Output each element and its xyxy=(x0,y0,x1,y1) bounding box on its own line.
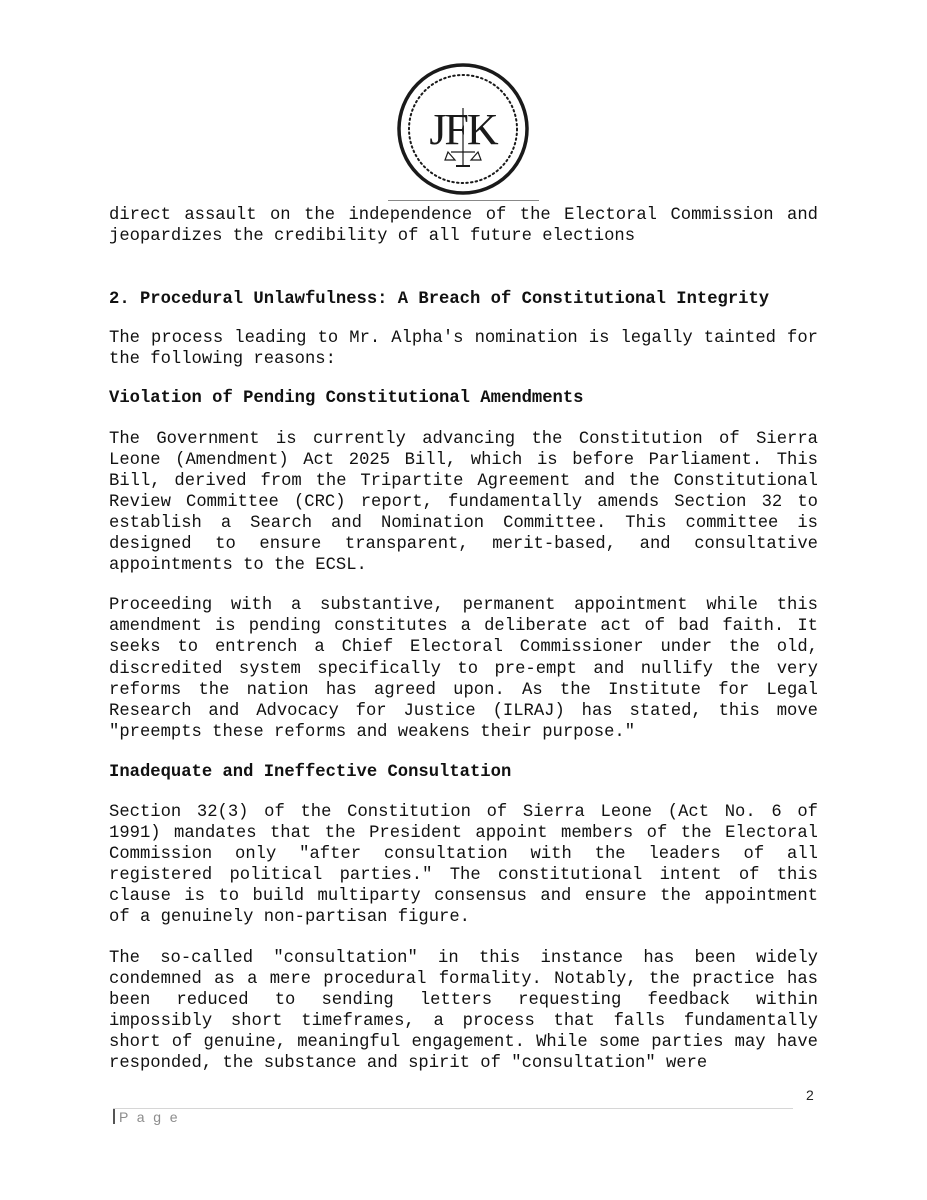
amendments-paragraph-1: The Government is currently advancing the Constitution of Sierra Leone (Amendment) Act 2025 Bill, which is before Parliament. This Bill, derived from the Tripartite Agreement and the Constitutional Review Committee (CRC) report, fundamentally amends Section 32 to establish a Search and Nomination Committee. This committee is designed to ensure transparent, merit-based, and consultative appointments to the ECSL. xyxy=(109,429,818,576)
intro-paragraph: direct assault on the independence of the Electoral Commission and jeopardizes the credibility of all future elections xyxy=(109,206,818,247)
svg-text:JFK: JFK xyxy=(429,105,497,154)
footer-bar-icon xyxy=(113,1109,115,1124)
amendments-paragraph-2: Proceeding with a substantive, permanent appointment while this amendment is pending constitutes a deliberate act of bad faith. It seeks to entrench a Chief Electoral Commissioner under the old, discredited system specifically to pre-empt and nullify the very reforms the nation has agreed upon. As the Institute for Legal Research and Advocacy for Justice (ILRAJ) has stated, this move "preempts these reforms and weakens their purpose." xyxy=(109,596,818,742)
page-number: 2 xyxy=(806,1087,814,1103)
footer-divider xyxy=(113,1108,793,1109)
page-footer-label xyxy=(113,1109,180,1125)
subsection-heading-amendments: Violation of Pending Constitutional Amendments xyxy=(109,389,584,409)
consultation-paragraph-2: The so-called "consultation" in this instance has been widely condemned as a mere procedural formality. Notably, the practice has been reduced to sending letters requesting feedback within impossibly short timeframes, a process that falls fundamentally short of genuine, meaningful engagement. While some parties may have responded, the substance and spirit of "consultation" were xyxy=(109,948,818,1073)
page-label: P a g e xyxy=(119,1109,180,1125)
section-intro-paragraph: The process leading to Mr. Alpha's nomination is legally tainted for the following reasons: xyxy=(109,329,818,370)
subsection-heading-consultation: Inadequate and Ineffective Consultation xyxy=(109,762,512,782)
jfk-logo xyxy=(396,62,530,196)
header-divider xyxy=(388,200,539,201)
consultation-paragraph-1: Section 32(3) of the Constitution of Sierra Leone (Act No. 6 of 1991) mandates that the President appoint members of the Electoral Commission only "after consultation with the leaders of all registered political parties." The constitutional intent of this clause is to build multiparty consensus and ensure the appointment of a genuinely non-partisan figure. xyxy=(109,802,818,928)
jfk-seal xyxy=(396,62,530,196)
document-body xyxy=(109,205,818,1074)
section-heading: 2. Procedural Unlawfulness: A Breach of Constitutional Integrity xyxy=(109,290,770,310)
